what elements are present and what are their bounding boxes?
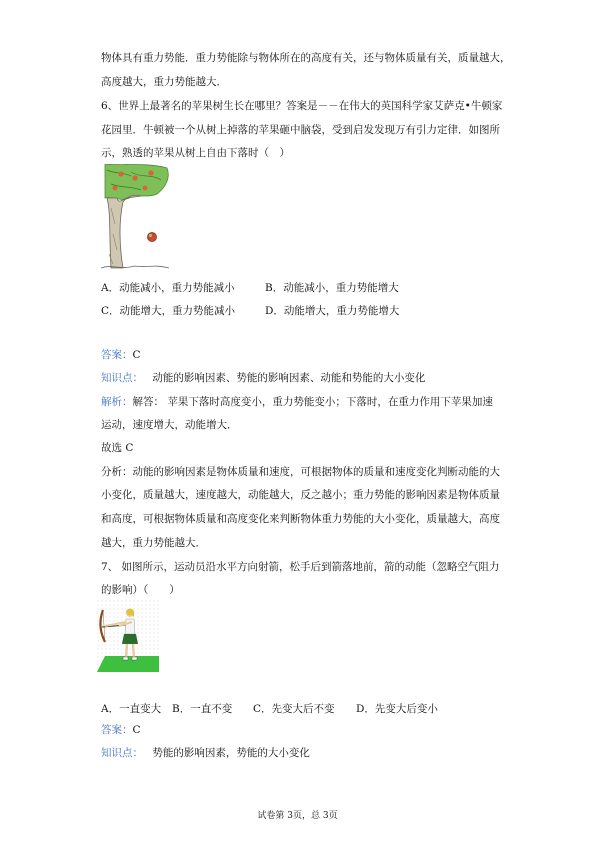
q7-option-c: C．先变大后不变	[253, 703, 335, 715]
q7-knowledge-label: 知识点：	[101, 747, 143, 759]
q6-answer-label: 答案：	[101, 349, 133, 361]
q6-analysis-label: 解析：	[101, 396, 133, 408]
q6-knowledge-row	[101, 372, 425, 385]
q6-stem-line-3: 示，熟透的苹果从树上自由下落时（ ）	[101, 147, 290, 159]
q6-stem-line-1: 6、世界上最著名的苹果树生长在哪里？答案是－－在伟大的英国科学家艾萨克•牛顿家	[101, 100, 503, 112]
q6-option-d: D．动能增大，重力势能增大	[265, 305, 400, 317]
q6-reason-line-3: 和高度，可根据物体质量和高度变化来判断物体重力势能的大小变化，质量越大，高度	[101, 513, 500, 525]
q7-stem-line-1: 7、 如图所示，运动员沿水平方向射箭，松手后到箭落地前，箭的动能（忽略空气阻力	[101, 561, 500, 573]
q7-answer-value: C	[132, 724, 141, 736]
archer-figure	[97, 600, 159, 672]
q7-knowledge-row	[101, 747, 310, 760]
q6-answer-row	[101, 349, 141, 362]
q7-stem-line-2: 的影响）（ ）	[101, 584, 180, 596]
intro-line-2: 高度越大，重力势能越大．	[101, 76, 227, 88]
q6-answer-value: C	[132, 349, 141, 361]
q7-knowledge-value: 势能的影响因素，势能的大小变化	[152, 747, 310, 759]
q6-reason-line-1: 分析：动能的影响因素是物体质量和速度，可根据物体的质量和速度变化判断动能的大	[101, 466, 500, 478]
apple-tree-figure	[101, 164, 169, 272]
q6-knowledge-value: 动能的影响因素、势能的影响因素、动能和势能的大小变化	[152, 372, 426, 384]
page-footer: 试卷第 3页，总 3页	[257, 811, 338, 821]
q6-conclusion: 故选 C	[101, 442, 134, 454]
q6-analysis-line-1: 解答： 苹果下落时高度变小，重力势能变小；下落时，在重力作用下苹果加速	[132, 396, 493, 408]
q6-reason-line-2: 小变化，质量越大，速度越大，动能越大，反之越小；重力势能的影响因素是物体质量	[101, 489, 500, 501]
q7-option-a: A．一直变大	[101, 703, 162, 715]
q6-option-a: A．动能减小，重力势能减小	[101, 282, 235, 294]
q6-stem-line-2: 花园里．牛顿被一个从树上掉落的苹果砸中脑袋，受到启发发现万有引力定律．如图所	[101, 124, 500, 136]
q7-answer-row	[101, 724, 141, 737]
q6-knowledge-label: 知识点：	[101, 372, 143, 384]
q6-analysis-line-2: 运动，速度增大，动能增大．	[101, 419, 238, 431]
q7-answer-label: 答案：	[101, 724, 133, 736]
q7-option-b: B．一直不变	[172, 703, 233, 715]
q6-option-b: B．动能减小，重力势能增大	[265, 282, 399, 294]
q6-option-c: C．动能增大，重力势能减小	[101, 305, 236, 317]
q6-analysis-row	[101, 396, 493, 409]
q6-reason-line-4: 越大，重力势能越大．	[101, 537, 206, 549]
intro-line-1: 物体具有重力势能．重力势能除与物体所在的高度有关，还与物体质量有关，质量越大，	[101, 52, 511, 64]
q7-option-d: D．先变大后变小	[356, 703, 438, 715]
